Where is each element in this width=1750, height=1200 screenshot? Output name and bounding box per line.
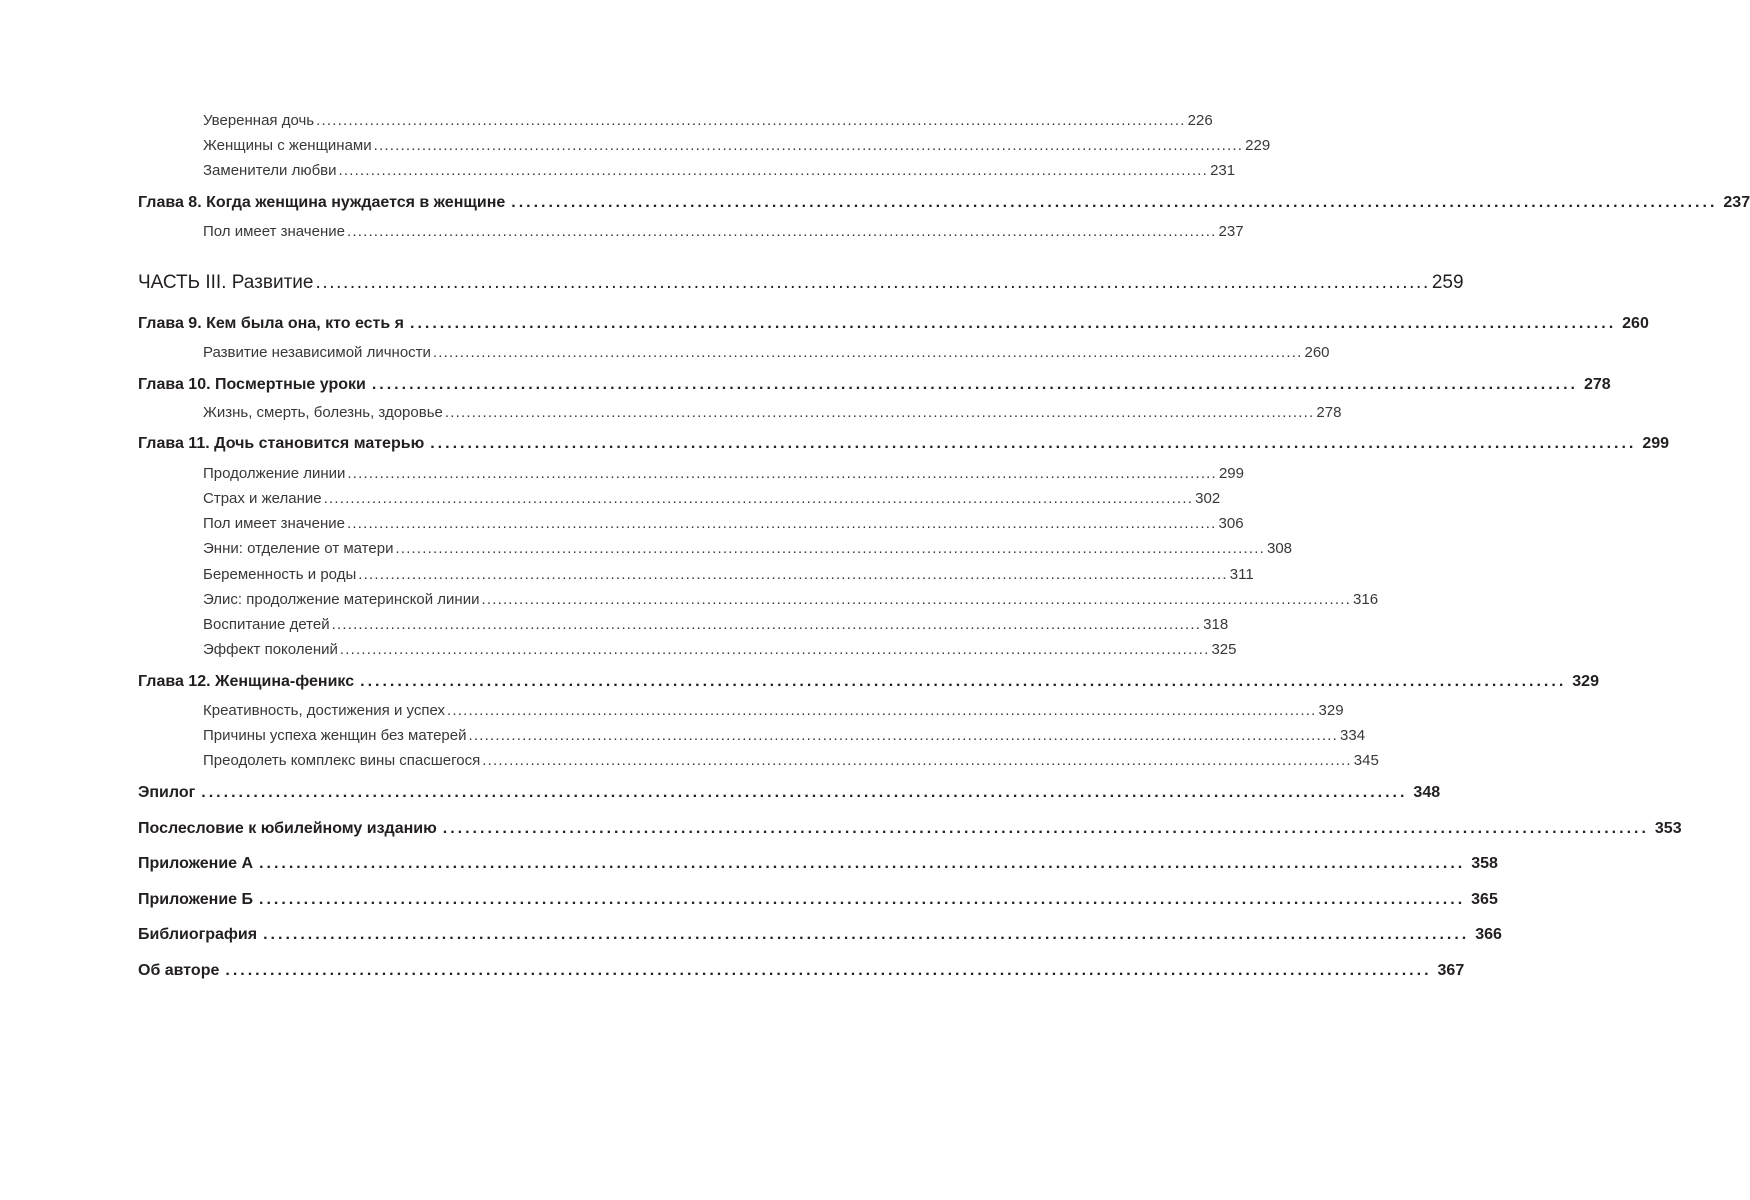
toc-entry-page: 226 xyxy=(1187,112,1213,129)
toc-entry-page: 348 xyxy=(1413,784,1441,801)
toc-entry-page: 308 xyxy=(1267,540,1293,557)
toc-entry-title: ЧАСТЬ III. Развитие xyxy=(138,272,314,293)
dot-leader: .................................................................................................................................................................. xyxy=(259,855,1466,872)
dot-leader: .................................................................................................................................................................. xyxy=(331,616,1202,633)
toc-entry-title: Страх и желание xyxy=(203,490,322,507)
toc-entry-title: Пол имеет значение xyxy=(203,223,345,240)
toc-entry-page: 306 xyxy=(1218,515,1244,532)
toc-chapter-entry xyxy=(138,820,1682,838)
dot-leader: .................................................................................................................................................................. xyxy=(346,515,1217,532)
dot-leader: .................................................................................................................................................................. xyxy=(430,435,1637,452)
toc-entry xyxy=(203,112,1213,129)
toc-entry xyxy=(203,540,1293,557)
dot-leader: .................................................................................................................................................................. xyxy=(225,962,1432,979)
dot-leader: .................................................................................................................................................................. xyxy=(323,490,1194,507)
toc-entry-title: Приложение Б xyxy=(138,891,253,908)
dot-leader: .................................................................................................................................................................. xyxy=(338,162,1209,179)
toc-entry xyxy=(203,490,1221,507)
toc-entry-title: Беременность и роды xyxy=(203,566,357,583)
dot-leader: .................................................................................................................................................................. xyxy=(339,641,1210,658)
toc-entry-title: Пол имеет значение xyxy=(203,515,345,532)
toc-entry-page: 367 xyxy=(1437,962,1465,979)
dot-leader: .................................................................................................................................................................. xyxy=(373,137,1244,154)
dot-leader: .................................................................................................................................................................. xyxy=(444,404,1315,421)
toc-entry-title: Причины успеха женщин без матерей xyxy=(203,727,467,744)
toc-entry-title: Развитие независимой личности xyxy=(203,344,431,361)
toc-chapter-entry xyxy=(138,673,1599,691)
toc-entry-title: Глава 10. Посмертные уроки xyxy=(138,376,366,393)
toc-entry-page: 278 xyxy=(1316,404,1342,421)
toc-entry-title: Креативность, достижения и успех xyxy=(203,702,445,719)
toc-entry-page: 259 xyxy=(1431,272,1464,293)
dot-leader: .................................................................................................................................................................. xyxy=(316,112,1186,129)
toc-entry-title: Заменители любви xyxy=(203,162,337,179)
toc-entry-page: 299 xyxy=(1218,465,1244,482)
toc-entry-title: Уверенная дочь xyxy=(203,112,315,129)
toc-chapter-entry xyxy=(138,962,1465,980)
toc-entry-page: 345 xyxy=(1353,752,1379,769)
toc-entry xyxy=(203,727,1366,744)
toc-chapter-entry xyxy=(138,315,1649,333)
toc-entry-page: 334 xyxy=(1340,727,1366,744)
dot-leader: .................................................................................................................................................................. xyxy=(447,702,1317,719)
toc-entry-page: 353 xyxy=(1654,820,1682,837)
toc-entry-page: 365 xyxy=(1471,891,1498,908)
toc-entry-title: Воспитание детей xyxy=(203,616,330,633)
toc-entry-title: Энни: отделение от матери xyxy=(203,540,394,557)
toc-entry-page: 237 xyxy=(1218,223,1244,240)
toc-entry-page: 302 xyxy=(1195,490,1221,507)
dot-leader: .................................................................................................................................................................. xyxy=(259,891,1466,908)
dot-leader: .................................................................................................................................................................. xyxy=(482,752,1352,769)
dot-leader: .................................................................................................................................................................. xyxy=(201,784,1408,801)
toc-entry-page: 318 xyxy=(1203,616,1229,633)
toc-entry-page: 366 xyxy=(1475,926,1502,943)
toc-entry-page: 329 xyxy=(1318,702,1344,719)
toc-entry xyxy=(203,162,1236,179)
toc-entry-page: 311 xyxy=(1229,566,1254,583)
toc-entry-page: 325 xyxy=(1211,641,1237,658)
toc-chapter-entry xyxy=(138,891,1498,909)
toc-chapter-entry xyxy=(138,784,1441,802)
toc-entry xyxy=(203,566,1254,583)
dot-leader: .................................................................................................................................................................. xyxy=(410,315,1617,332)
toc-entry xyxy=(203,223,1244,240)
toc-entry-title: Приложение А xyxy=(138,855,254,872)
toc-entry-title: Эпилог xyxy=(138,784,196,801)
toc-chapter-entry xyxy=(138,376,1611,394)
toc-chapter-entry xyxy=(138,435,1670,453)
toc-entry-title: Преодолеть комплекс вины спасшегося xyxy=(203,752,481,769)
toc-entry xyxy=(203,465,1244,482)
dot-leader: .................................................................................................................................................................. xyxy=(481,591,1352,608)
toc-entry-title: Эффект поколений xyxy=(203,641,338,658)
toc-entry-title: Библиография xyxy=(138,926,258,943)
toc-entry xyxy=(203,137,1271,154)
toc-entry xyxy=(203,591,1379,608)
toc-entry-title: Глава 11. Дочь становится матерью xyxy=(138,435,425,452)
toc-entry xyxy=(203,344,1330,361)
toc-entry-title: Глава 8. Когда женщина нуждается в женщине xyxy=(138,194,506,211)
toc-part-heading xyxy=(138,272,1464,294)
toc-entry-page: 237 xyxy=(1723,194,1750,211)
toc-entry-title: Послесловие к юбилейному изданию xyxy=(138,820,437,837)
dot-leader: .................................................................................................................................................................. xyxy=(442,820,1649,837)
toc-entry xyxy=(203,616,1229,633)
dot-leader: .................................................................................................................................................................. xyxy=(315,272,1430,293)
toc-entry-page: 316 xyxy=(1353,591,1379,608)
dot-leader: .................................................................................................................................................................. xyxy=(360,673,1567,690)
toc-chapter-entry xyxy=(138,855,1498,873)
toc-entry-page: 229 xyxy=(1245,137,1271,154)
toc-entry-title: Женщины с женщинами xyxy=(203,137,372,154)
toc-entry-title: Об авторе xyxy=(138,962,220,979)
toc-entry xyxy=(203,404,1342,421)
toc-entry-page: 231 xyxy=(1210,162,1236,179)
dot-leader: .................................................................................................................................................................. xyxy=(511,194,1718,211)
toc-chapter-entry xyxy=(138,194,1750,212)
toc-entry-title: Глава 9. Кем была она, кто есть я xyxy=(138,315,404,332)
toc-chapter-entry xyxy=(138,926,1502,944)
toc-entry-page: 260 xyxy=(1622,315,1649,332)
toc-entry xyxy=(203,641,1237,658)
toc-entry-page: 278 xyxy=(1583,376,1611,393)
dot-leader: .................................................................................................................................................................. xyxy=(432,344,1303,361)
toc-entry-title: Жизнь, смерть, болезнь, здоровье xyxy=(203,404,443,421)
dot-leader: .................................................................................................................................................................. xyxy=(346,223,1217,240)
toc-entry-title: Продолжение линии xyxy=(203,465,346,482)
toc-entry-page: 329 xyxy=(1572,673,1599,690)
toc-entry-page: 299 xyxy=(1642,435,1670,452)
toc-entry-title: Глава 12. Женщина-феникс xyxy=(138,673,355,690)
toc-entry-page: 260 xyxy=(1304,344,1330,361)
toc-entry-page: 358 xyxy=(1471,855,1498,872)
dot-leader: .................................................................................................................................................................. xyxy=(468,727,1339,744)
dot-leader: .................................................................................................................................................................. xyxy=(347,465,1217,482)
dot-leader: .................................................................................................................................................................. xyxy=(358,566,1228,583)
dot-leader: .................................................................................................................................................................. xyxy=(371,376,1578,393)
toc-entry xyxy=(203,515,1244,532)
dot-leader: .................................................................................................................................................................. xyxy=(395,540,1265,557)
toc-entry xyxy=(203,752,1379,769)
toc-entry-title: Элис: продолжение материнской линии xyxy=(203,591,480,608)
toc-entry xyxy=(203,702,1344,719)
dot-leader: .................................................................................................................................................................. xyxy=(263,926,1470,943)
